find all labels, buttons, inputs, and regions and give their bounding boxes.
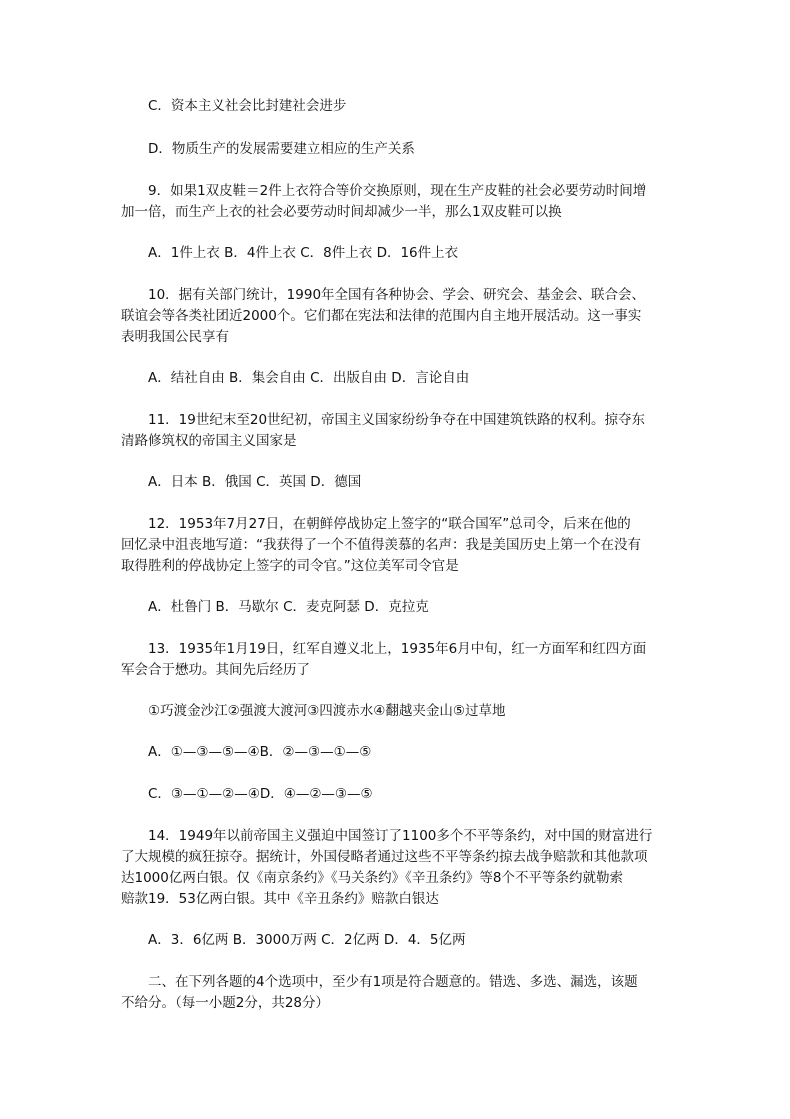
- question-12-line-2: 回忆录中沮丧地写道：“我获得了一个不值得羡慕的名声：我是美国历史上第一个在没有: [121, 537, 641, 553]
- question-9-options: A．1件上衣 B．4件上衣 C．8件上衣 D．16件上衣: [148, 245, 459, 261]
- option-c-q8: C．资本主义社会比封建社会进步: [148, 98, 347, 114]
- section-2-heading-line-2: 不给分。（每一小题2分，共28分）: [121, 995, 330, 1011]
- question-13-options-ab: A．①—③—⑤—④B．②—③—①—⑤: [148, 744, 372, 760]
- question-12-line-3: 取得胜利的停战协定上签字的司令官。”这位美军司令官是: [121, 558, 459, 574]
- question-14-line-4: 赔款19．53亿两白银。其中《辛丑条约》赔款白银达: [121, 891, 439, 907]
- question-13-line-1: 13．1935年1月19日，红军自遵义北上，1935年6月中旬，红一方面军和红四方面: [148, 641, 647, 657]
- question-11-options: A．日本 B．俄国 C．英国 D．德国: [148, 474, 362, 490]
- question-12-options: A．杜鲁门 B．马歇尔 C．麦克阿瑟 D．克拉克: [148, 599, 429, 615]
- question-13-line-2: 军会合于懋功。其间先后经历了: [121, 662, 310, 678]
- question-9-line-2: 加一倍，而生产上衣的社会必要劳动时间却减少一半，那么1双皮鞋可以换: [121, 204, 562, 220]
- question-10-options: A．结社自由 B．集会自由 C．出版自由 D．言论自由: [148, 370, 470, 386]
- question-11-line-1: 11．19世纪末至20世纪初，帝国主义国家纷纷争夺在中国建筑铁路的权利。掠夺东: [148, 412, 646, 428]
- question-10-line-1: 10．据有关部门统计，1990年全国有各种协会、学会、研究会、基金会、联合会、: [148, 287, 646, 303]
- question-10-line-2: 联谊会等各类社团近2000个。它们都在宪法和法律的范围内自主地开展活动。这一事实: [121, 308, 642, 324]
- question-14-line-2: 了大规模的疯狂掠夺。据统计，外国侵略者通过这些不平等条约掠去战争赔款和其他款项: [121, 849, 648, 865]
- question-10-line-3: 表明我国公民享有: [121, 329, 229, 345]
- question-9-line-1: 9．如果1双皮鞋＝2件上衣符合等价交换原则，现在生产皮鞋的社会必要劳动时间增: [148, 183, 647, 199]
- question-11-line-2: 清路修筑权的帝国主义国家是: [121, 433, 297, 449]
- question-12-line-1: 12．1953年7月27日，在朝鲜停战协定上签字的“联合国军”总司令，后来在他的: [148, 516, 631, 532]
- question-14-line-3: 达1000亿两白银。仅《南京条约》《马关条约》《辛丑条约》等8个不平等条约就勒索: [121, 870, 623, 886]
- question-13-options-cd: C．③—①—②—④D．④—②—③—⑤: [148, 786, 373, 802]
- question-13-events: ①巧渡金沙江②强渡大渡河③四渡赤水④翻越夹金山⑤过草地: [148, 703, 506, 719]
- question-14-options: A．3．6亿两 B．3000万两 C．2亿两 D．4．5亿两: [148, 932, 466, 948]
- option-d-q8: D．物质生产的发展需要建立相应的生产关系: [148, 141, 415, 157]
- section-2-heading-line-1: 二、在下列各题的4个选项中，至少有1项是符合题意的。错选、多选、漏选，该题: [148, 974, 638, 990]
- question-14-line-1: 14．1949年以前帝国主义强迫中国签订了1100多个不平等条约，对中国的财富进行: [148, 828, 653, 844]
